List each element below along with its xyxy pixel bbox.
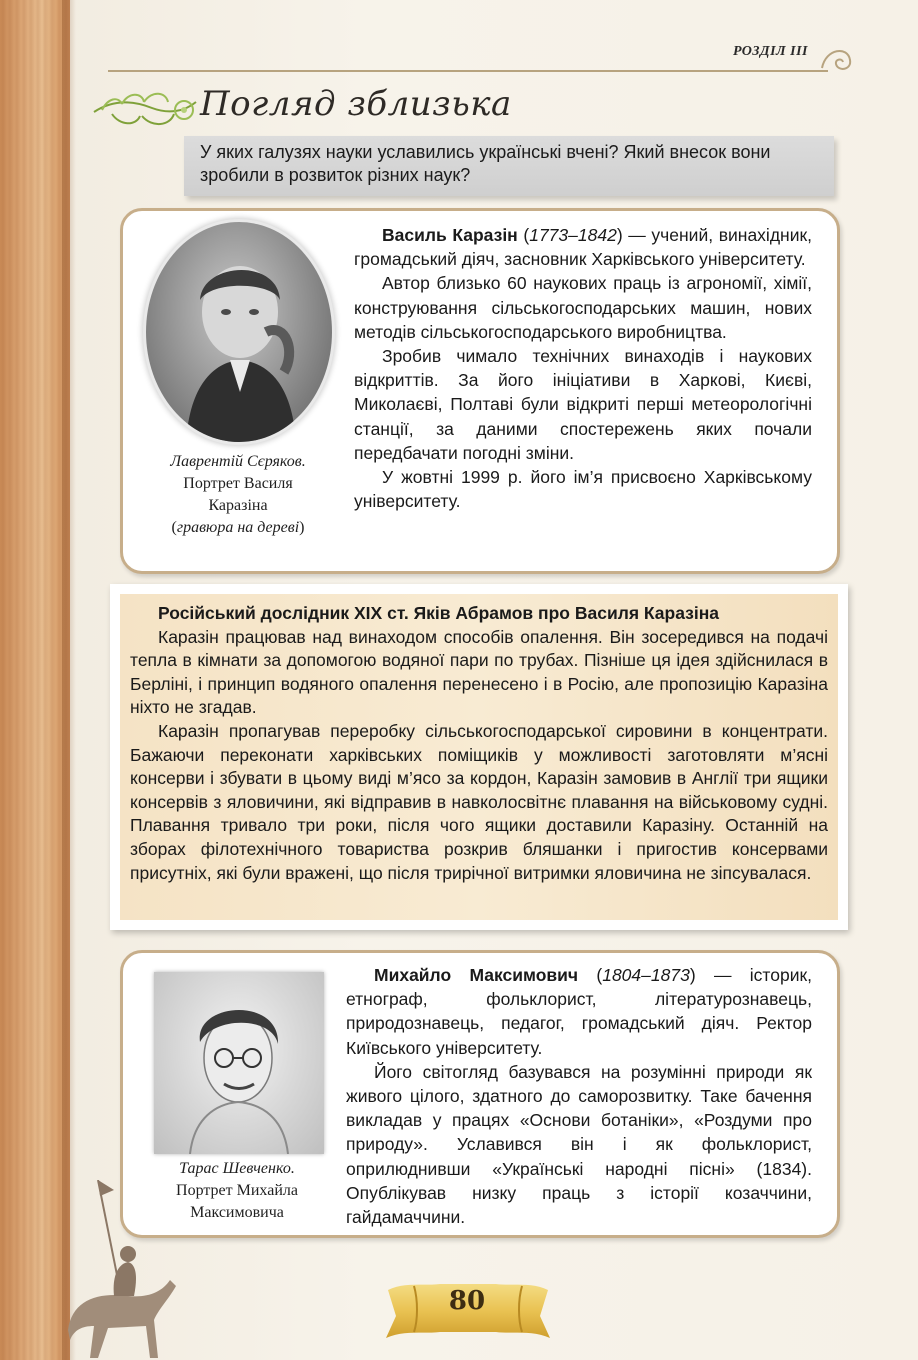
maksymovych-bio: Михайло Максимович (1804–1873) — історик, етнограф, фольклорист, літературознавець, природознавець, педагог, громадський діяч. Ректор Київського університету. Його світогляд базувався на розумінні природи як живого цілого, здатного до саморозвитку. Таке бачення викладав у працях «Основи ботаніки», «Роздуми про природу». Уславився він і як фольклорист, оприлюднивши «Українські народні пісні» (1834). Опублікував низку праць з історії козаччини, гайдамаччини. [346,963,812,1229]
engraving-portrait-icon [146,222,332,442]
bio-paragraph: Зробив чимало технічних винаходів і наукових відкриттів. За його ініціативи в Харкові, Києві, Миколаєві, Полтаві були відкриті перші метеорологічні станції, за даними спостережень яких почали передбачати погодні зміни. [354,346,812,463]
closer-look-title: Погляд зблизька [200,84,512,124]
flourish-icon [818,38,858,78]
floral-ornament-icon [92,86,200,132]
wood-margin [0,0,70,1360]
caption-author: Лаврентій Сєряков. [170,453,306,470]
sketch-portrait-icon [154,972,324,1154]
caption-technique: гравюра на дереві [176,519,300,536]
bio-intro: — історик, етнограф, фольклорист, літературознавець, природознавець, педагог, громадський діяч. Ректор Київського університету. [346,965,812,1058]
bio-years: 1804–1873 [602,965,690,985]
caption-line: Портрет Михайла [176,1182,298,1199]
bio-name: Василь Каразін [382,225,518,245]
caption-line: Портрет Василя [183,475,293,492]
header-rule [108,70,828,72]
karazin-bio: Василь Каразін (1773–1842) — учений, винахідник, громадський діяч, засновник Харківського університету. Автор близько 60 наукових праць із агрономії, хімії, конструювання сільськогосподарських машин, нових методів сільськогосподарського виробництва. Зробив чимало технічних винаходів і наукових відкриттів. За його ініціативи в Харкові, Києві, Миколаєві, Полтаві були відкриті перші метеорологічні станції, за даними спостережень яких почали передбачати погодні зміни. У жовтні 1999 р. його ім’я присвоєно Харківському університету. [354,223,812,513]
source-text [130,602,828,885]
source-title: Російський дослідник XIX ст. Яків Абрамов про Василя Каразіна [158,603,720,623]
bio-paragraph: Автор близько 60 наукових праць із агрономії, хімії, конструювання сільськогосподарських машин, нових методів сільськогосподарського виробництва. [354,273,812,342]
wood-margin-shadow [62,0,76,1360]
source-paragraph: Каразін пропагував переробку сільськогосподарської сировини в концентрати. Бажаючи переконати харківських поміщиків у можливості заготовляти м’ясні консерви і збувати в цьому виді м’ясо за кордон, Каразін замовив в Англії три ящики консервів з яловичини, які відправив в навколосвітнє плавання на військовому судні. Плавання тривало три роки, після чого ящики доставили Каразіну. Останній на зборах філотехнічного товариства розкрив бляшанки і пригостив консервами присутніх, які були вражені, що після трирічної витримки яловичина не зіпсувалася. [130,720,828,883]
maksymovych-portrait [154,972,324,1154]
bio-paragraph: У жовтні 1999 р. його ім’я присвоєно Харківському університету. [354,467,812,512]
caption-line: Максимовича [190,1204,284,1221]
bio-paragraph: Його світогляд базувався на розумінні природи як живого цілого, здатного до саморозвитку. Таке бачення викладав у працях «Основи ботаніки», «Роздуми про природу». Уславився він і як фольклорист, оприлюднивши «Українські народні пісні» (1834). Опублікував низку праць з історії козаччини, гайдамаччини. [346,1061,812,1228]
source-paragraph: Каразін працював над винаходом способів опалення. Він зосередився на подачі тепла в кімнати за допомогою водяної пари по трубах. Пізніше ця ідея здійснилася в Берліні, і принцип водяного опалення перенесено і в Росію, але пропозицію Каразіна ніхто не згадав. [130,626,828,718]
caption-line: Каразіна [208,497,268,514]
bio-intro: — учений, винахідник, громадський діяч, засновник Харківського університету. [354,225,812,270]
cossack-rider-icon [58,1180,178,1360]
question-text: У яких галузях науки уславились українські вчені? Який внесок вони зробили в розвиток різних наук? [200,142,771,185]
bio-name: Михайло Максимович [374,965,579,985]
page-number: 80 [448,1286,486,1316]
caption-author: Тарас Шевченко. [179,1160,295,1177]
bio-years: 1773–1842 [529,225,617,245]
karazin-caption: Лаврентій Сєряков. Портрет Василя Каразіна (гравюра на дереві) [130,451,346,539]
section-label: РОЗДІЛ III [732,44,808,59]
karazin-portrait [146,222,332,442]
